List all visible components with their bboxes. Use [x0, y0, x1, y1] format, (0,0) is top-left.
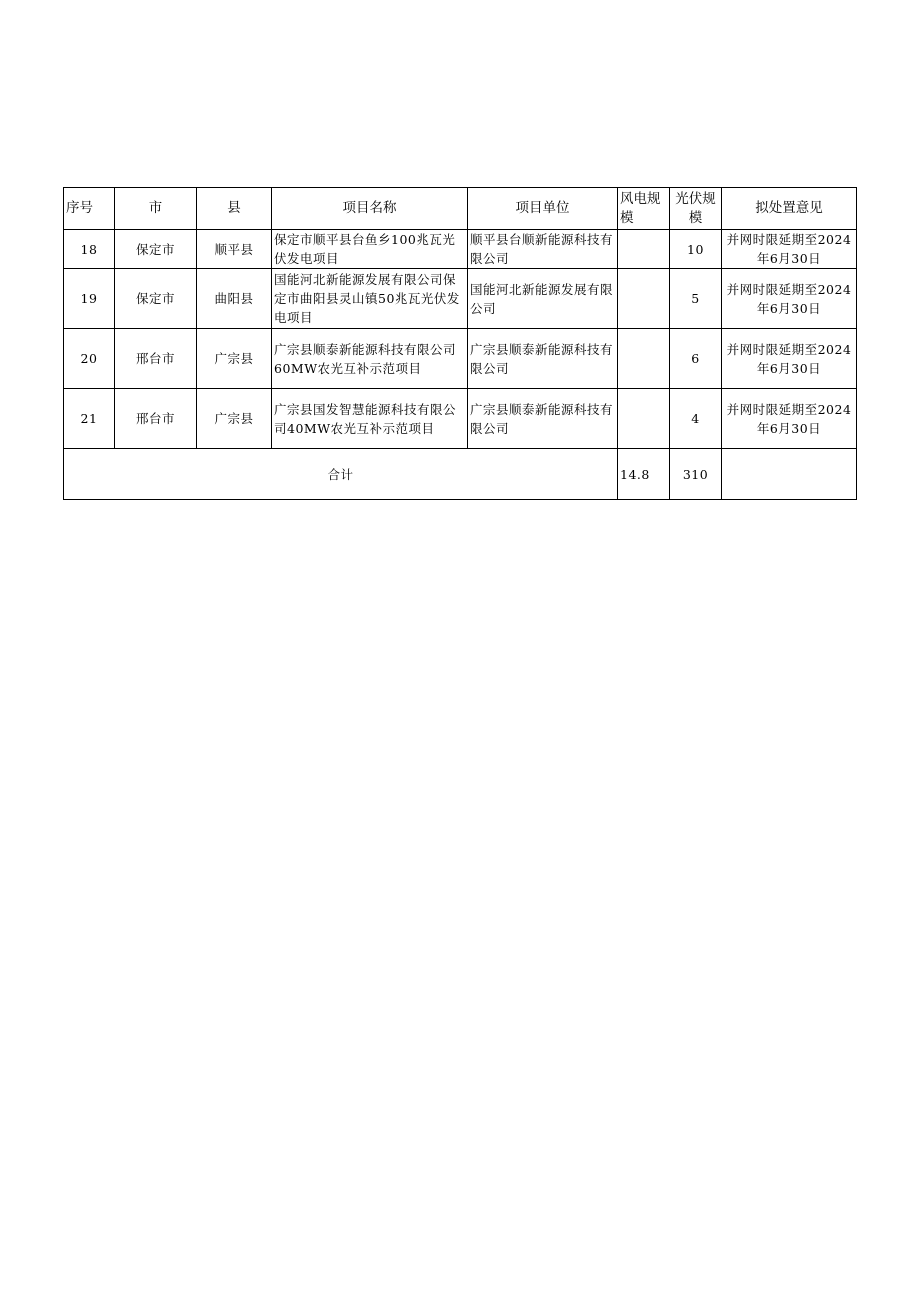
- cell-pv: 5: [670, 269, 722, 329]
- cell-opinion: 并网时限延期至2024年6月30日: [722, 230, 857, 269]
- table-row: [64, 230, 857, 269]
- cell-opinion: 并网时限延期至2024年6月30日: [722, 329, 857, 389]
- cell-county: 广宗县: [197, 389, 272, 449]
- table-row: [64, 329, 857, 389]
- header-wind-scale: 风电规模: [618, 188, 670, 230]
- total-opinion: [722, 449, 857, 500]
- cell-county: 曲阳县: [197, 269, 272, 329]
- cell-city: 保定市: [115, 269, 197, 329]
- cell-project-name: 保定市顺平县台鱼乡100兆瓦光伏发电项目: [272, 230, 468, 269]
- cell-project-unit: 国能河北新能源发展有限公司: [468, 269, 618, 329]
- cell-seq: 18: [64, 230, 115, 269]
- header-county: 县: [197, 188, 272, 230]
- cell-seq: 19: [64, 269, 115, 329]
- cell-project-unit: 广宗县顺泰新能源科技有限公司: [468, 329, 618, 389]
- cell-pv: 6: [670, 329, 722, 389]
- cell-opinion: 并网时限延期至2024年6月30日: [722, 389, 857, 449]
- header-pv-scale: 光伏规模: [670, 188, 722, 230]
- table-row: [64, 269, 857, 329]
- cell-project-name: 广宗县国发智慧能源科技有限公司40MW农光互补示范项目: [272, 389, 468, 449]
- table-row: [64, 389, 857, 449]
- cell-county: 顺平县: [197, 230, 272, 269]
- header-seq: 序号: [64, 188, 115, 230]
- cell-city: 保定市: [115, 230, 197, 269]
- total-wind: 14.8: [618, 449, 670, 500]
- cell-pv: 10: [670, 230, 722, 269]
- cell-wind: [618, 230, 670, 269]
- project-table: [63, 187, 857, 500]
- total-row: [64, 449, 857, 500]
- header-row: [64, 188, 857, 230]
- cell-project-name: 广宗县顺泰新能源科技有限公司60MW农光互补示范项目: [272, 329, 468, 389]
- cell-project-name: 国能河北新能源发展有限公司保定市曲阳县灵山镇50兆瓦光伏发电项目: [272, 269, 468, 329]
- cell-seq: 20: [64, 329, 115, 389]
- cell-wind: [618, 389, 670, 449]
- cell-wind: [618, 329, 670, 389]
- cell-pv: 4: [670, 389, 722, 449]
- cell-city: 邢台市: [115, 389, 197, 449]
- header-project-name: 项目名称: [272, 188, 468, 230]
- cell-seq: 21: [64, 389, 115, 449]
- cell-opinion: 并网时限延期至2024年6月30日: [722, 269, 857, 329]
- header-city: 市: [115, 188, 197, 230]
- cell-project-unit: 广宗县顺泰新能源科技有限公司: [468, 389, 618, 449]
- cell-city: 邢台市: [115, 329, 197, 389]
- cell-county: 广宗县: [197, 329, 272, 389]
- cell-project-unit: 顺平县台顺新能源科技有限公司: [468, 230, 618, 269]
- header-project-unit: 项目单位: [468, 188, 618, 230]
- cell-wind: [618, 269, 670, 329]
- header-opinion: 拟处置意见: [722, 188, 857, 230]
- total-label: 合计: [64, 449, 618, 500]
- total-pv: 310: [670, 449, 722, 500]
